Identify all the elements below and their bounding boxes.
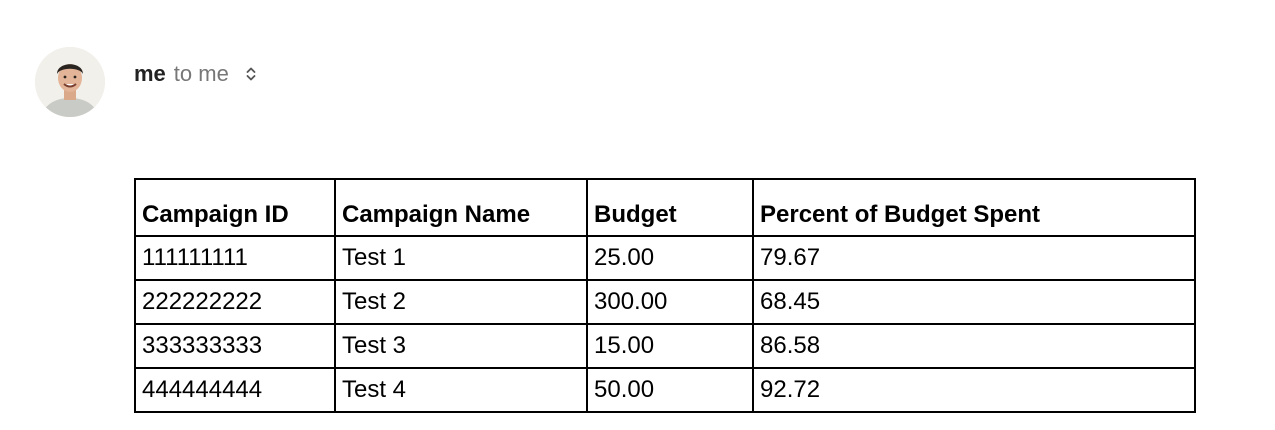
cell-campaign-name: Test 4 xyxy=(335,368,587,412)
cell-campaign-name: Test 1 xyxy=(335,236,587,280)
cell-budget: 50.00 xyxy=(587,368,753,412)
cell-campaign-name: Test 3 xyxy=(335,324,587,368)
column-header-percent-spent: Percent of Budget Spent xyxy=(753,179,1195,236)
column-header-campaign-name: Campaign Name xyxy=(335,179,587,236)
cell-campaign-id: 222222222 xyxy=(135,280,335,324)
cell-budget: 300.00 xyxy=(587,280,753,324)
table-row xyxy=(135,280,1195,324)
table-header-row xyxy=(135,179,1195,236)
cell-percent-spent: 79.67 xyxy=(753,236,1195,280)
avatar-photo xyxy=(35,47,105,117)
cell-percent-spent: 92.72 xyxy=(753,368,1195,412)
cell-campaign-name: Test 2 xyxy=(335,280,587,324)
cell-campaign-id: 111111111 xyxy=(135,236,335,280)
cell-budget: 25.00 xyxy=(587,236,753,280)
table-row xyxy=(135,368,1195,412)
cell-percent-spent: 68.45 xyxy=(753,280,1195,324)
cell-percent-spent: 86.58 xyxy=(753,324,1195,368)
chevron-up-down-icon[interactable] xyxy=(243,63,259,85)
cell-budget: 15.00 xyxy=(587,324,753,368)
cell-campaign-id: 333333333 xyxy=(135,324,335,368)
campaign-table xyxy=(134,178,1196,413)
sender-line xyxy=(134,60,259,88)
column-header-campaign-id: Campaign ID xyxy=(135,179,335,236)
column-header-budget: Budget xyxy=(587,179,753,236)
sender-name[interactable]: me xyxy=(134,61,166,86)
table-row xyxy=(135,236,1195,280)
cell-campaign-id: 444444444 xyxy=(135,368,335,412)
recipient-text: to me xyxy=(173,61,229,86)
avatar[interactable] xyxy=(35,47,105,117)
table-row xyxy=(135,324,1195,368)
